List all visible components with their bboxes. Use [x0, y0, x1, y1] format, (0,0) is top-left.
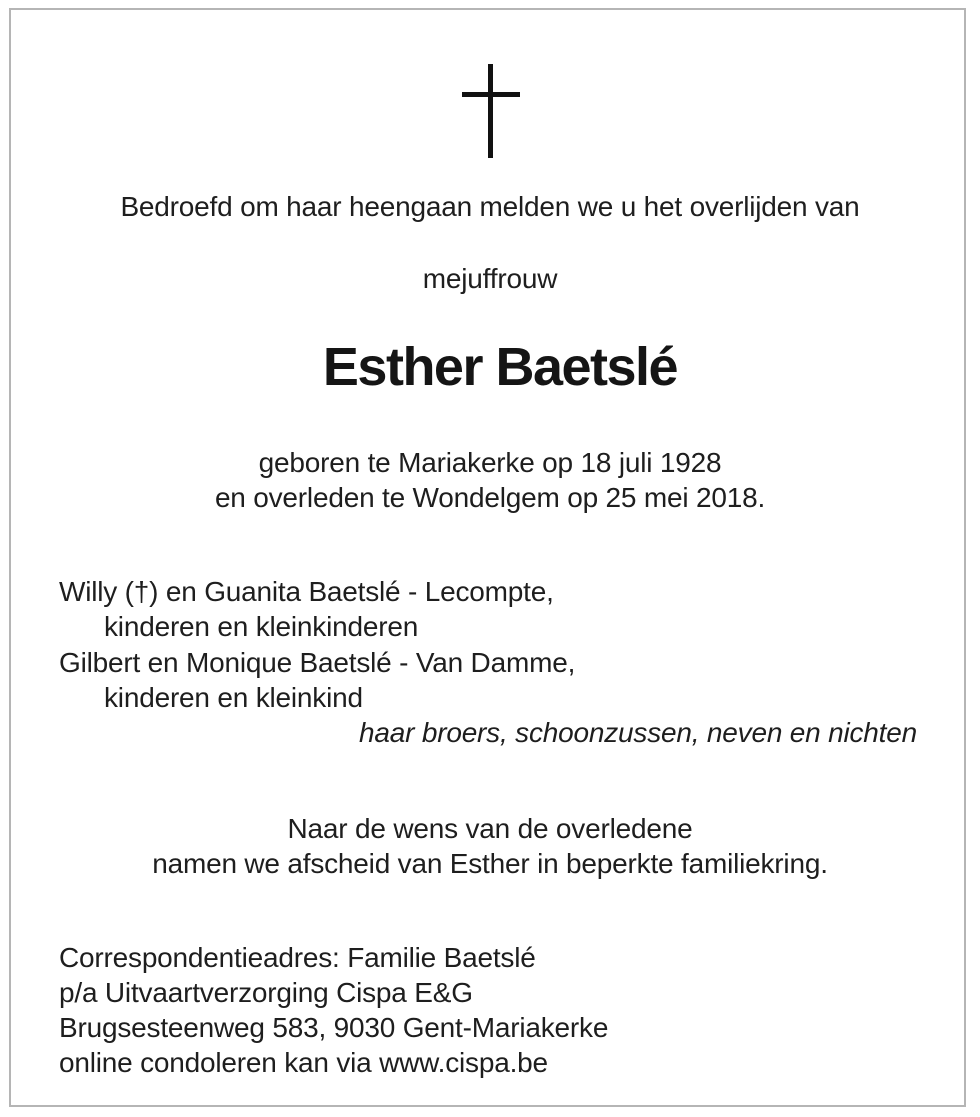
- contact-line-3: Brugsesteenweg 583, 9030 Gent-Mariakerke: [59, 1012, 609, 1043]
- family-line-1: Willy (†) en Guanita Baetslé - Lecompte,: [59, 576, 554, 607]
- family-line-2: kinderen en kleinkinderen: [104, 611, 419, 642]
- family-line-5: haar broers, schoonzussen, neven en nichten: [359, 717, 917, 748]
- intro-text: Bedroefd om haar heengaan melden we u het overlijden van: [120, 191, 860, 222]
- family-line-4: kinderen en kleinkind: [104, 682, 363, 713]
- contact-line-1: Correspondentieadres: Familie Baetslé: [59, 942, 536, 973]
- cross-icon: [462, 64, 520, 158]
- farewell-line-1: Naar de wens van de overledene: [287, 813, 693, 844]
- family-line-3: Gilbert en Monique Baetslé - Van Damme,: [59, 647, 576, 678]
- death-line: en overleden te Wondelgem op 25 mei 2018.: [214, 482, 766, 513]
- contact-line-4: online condoleren kan via www.cispa.be: [59, 1047, 548, 1078]
- deceased-name: Esther Baetslé: [322, 337, 678, 397]
- contact-line-2: p/a Uitvaartverzorging Cispa E&G: [59, 977, 473, 1008]
- farewell-line-2: namen we afscheid van Esther in beperkte familiekring.: [152, 848, 828, 879]
- honorific: mejuffrouw: [422, 263, 558, 294]
- birth-line: geboren te Mariakerke op 18 juli 1928: [258, 447, 722, 478]
